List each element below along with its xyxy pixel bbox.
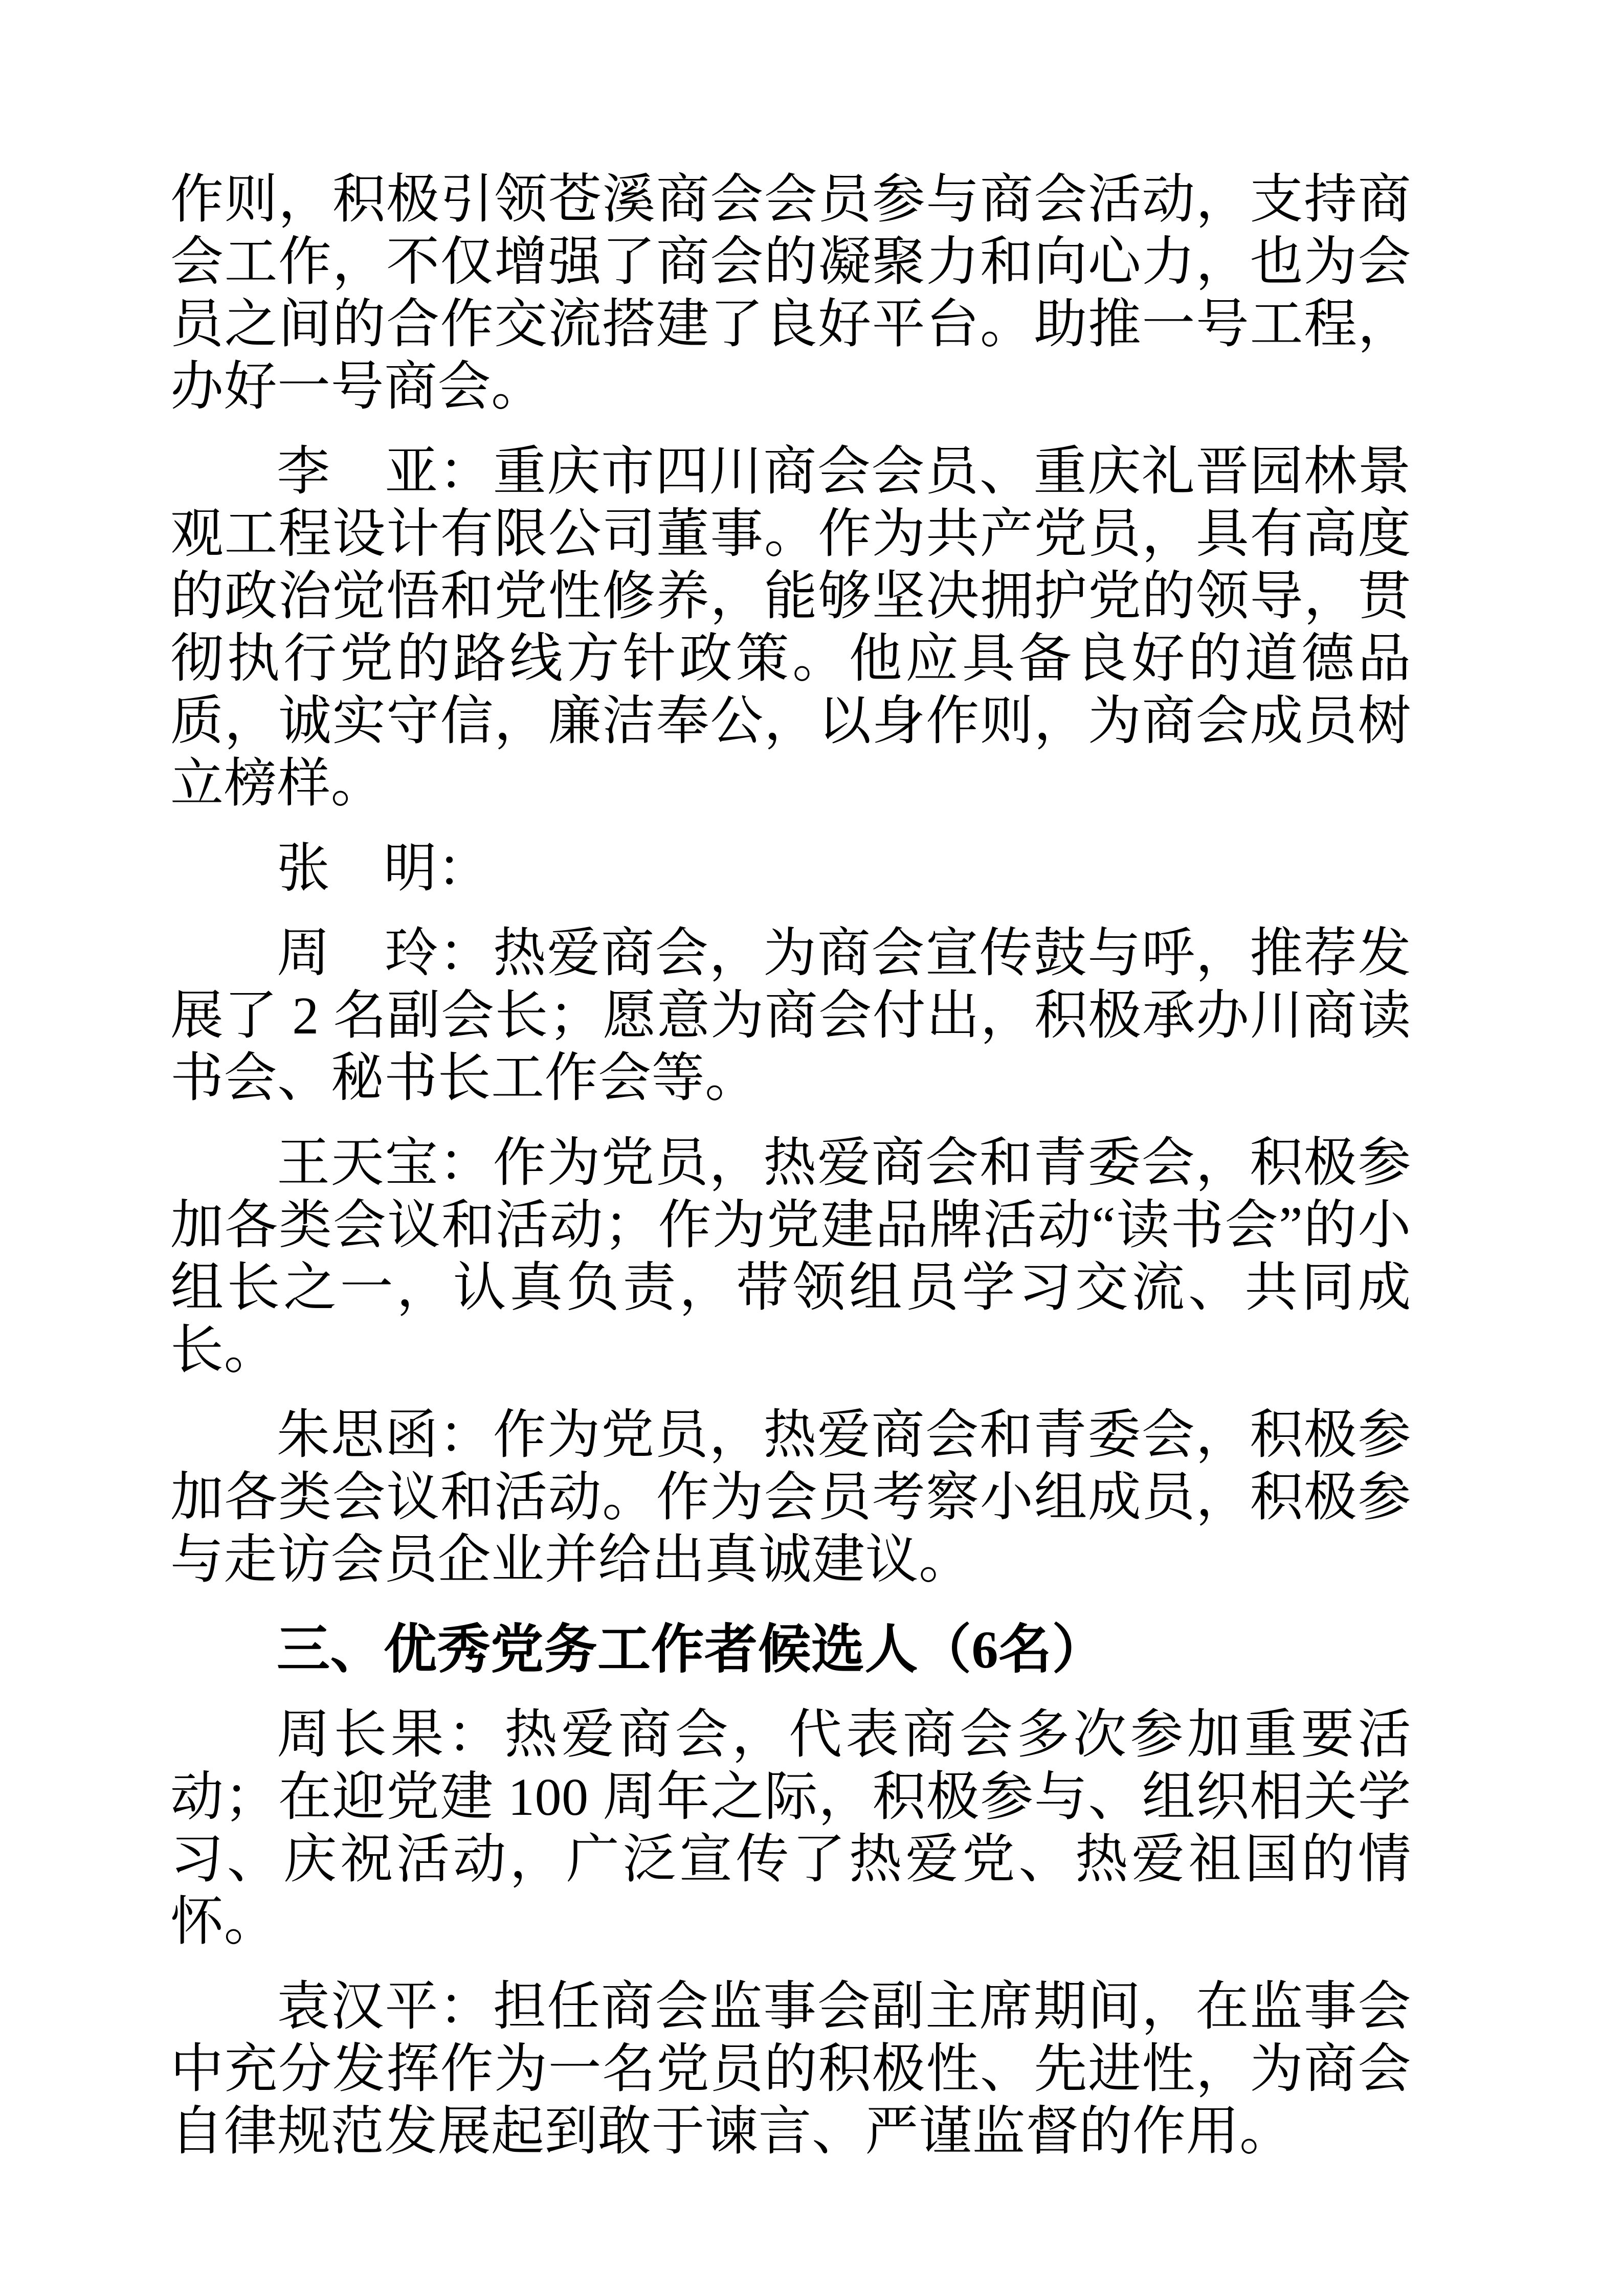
paragraph-wang-tianbao xyxy=(170,1132,1411,1382)
heading-spacer xyxy=(170,1591,1411,1619)
paragraph-text: 热爱商会，代表商会多次参加重要活动；在迎党建 100 周年之际，积极参与、组织相关学习、庆祝活动，广泛宣传了热爱党、热爱祖国的情怀。 xyxy=(170,1705,1411,1951)
candidate-name-zhou-changguo: 周长果： xyxy=(277,1705,504,1764)
candidate-name-wang-tianbao: 王天宝： xyxy=(277,1134,493,1192)
paragraph-spacer xyxy=(170,418,1411,441)
paragraph-text: 重庆市四川商会会员、重庆礼晋园林景观工程设计有限公司董事。作为共产党员，具有高度的政治觉悟和党性修养，能够坚决拥护党的领导，贯彻执行党的路线方针政策。他应具备良好的道德品质，诚实守信，廉洁奉公，以身作则，为商会成员树立榜样。 xyxy=(170,442,1411,813)
paragraph-spacer xyxy=(170,1382,1411,1404)
document-text-body xyxy=(170,169,1411,2163)
candidate-name-zhou-ling: 周 玲： xyxy=(277,924,493,983)
section-heading-three: 三、优秀党务工作者候选人（6名） xyxy=(277,1620,1106,1679)
paragraph-li-ya xyxy=(170,441,1411,815)
paragraph-zhou-ling xyxy=(170,922,1411,1110)
paragraph-text: 担任商会监事会副主席期间，在监事会中充分发挥作为一名党员的积极性、先进性，为商会自律规范发展起到敢于谏言、严谨监督的作用。 xyxy=(170,1977,1411,2161)
paragraph-zhu-sihan xyxy=(170,1404,1411,1591)
paragraph-text: 热爱商会，为商会宣传鼓与呼，推荐发展了 2 名副会长；愿意为商会付出，积极承办川商读书会、秘书长工作会等。 xyxy=(170,924,1411,1108)
paragraph-text: 作为党员，热爱商会和青委会，积极参加各类会议和活动；作为党建品牌活动“读书会”的小组长之一，认真负责，带领组员学习交流、共同成长。 xyxy=(170,1134,1411,1380)
candidate-name-zhang-ming: 张 明： xyxy=(277,839,491,898)
candidate-name-yuan-hanping: 袁汉平： xyxy=(277,1977,493,2036)
paragraph-continuation xyxy=(170,169,1411,418)
paragraph-spacer xyxy=(170,1953,1411,1976)
paragraph-zhang-ming xyxy=(170,838,1411,900)
paragraph-text: 作则，积极引领苍溪商会会员参与商会活动，支持商会工作，不仅增强了商会的凝聚力和向心力，也为会员之间的合作交流搭建了良好平台。助推一号工程，办好一号商会。 xyxy=(170,170,1411,416)
paragraph-text: 作为党员，热爱商会和青委会，积极参加各类会议和活动。作为会员考察小组成员，积极参与走访会员企业并给出真诚建议。 xyxy=(170,1406,1411,1589)
candidate-name-li-ya: 李 亚： xyxy=(277,442,493,501)
paragraph-spacer xyxy=(170,1110,1411,1132)
paragraph-spacer xyxy=(170,815,1411,838)
paragraph-yuan-hanping xyxy=(170,1976,1411,2163)
candidate-name-zhu-sihan: 朱思函： xyxy=(277,1406,493,1465)
paragraph-spacer xyxy=(170,900,1411,922)
paragraph-spacer xyxy=(170,1681,1411,1704)
paragraph-zhou-changguo xyxy=(170,1704,1411,1953)
